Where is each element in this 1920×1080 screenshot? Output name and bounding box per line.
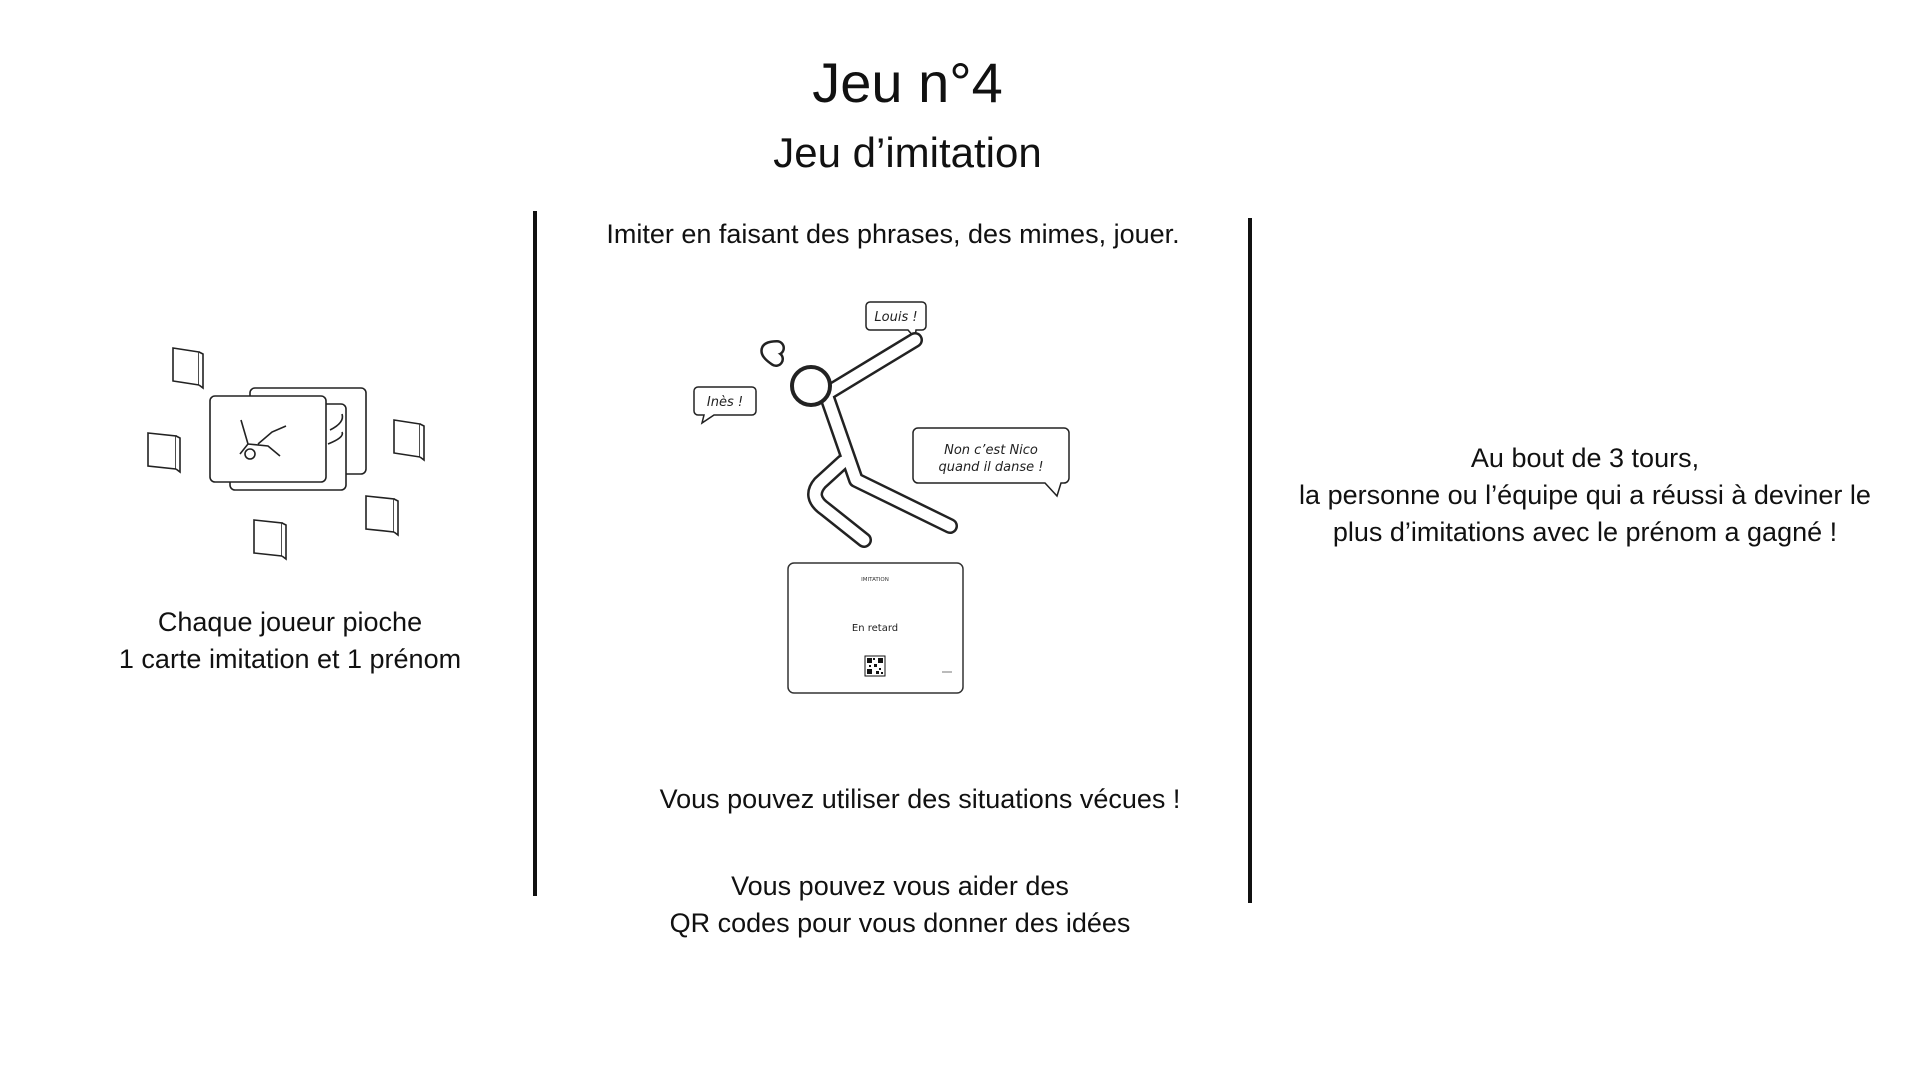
card-header: IMITATION [861, 577, 889, 583]
page-subtitle: Jeu d’imitation [773, 129, 1042, 176]
left-caption [60, 604, 520, 678]
center-tip-2-line: Vous pouvez vous aider des [731, 871, 1069, 901]
cards-illustration [140, 340, 440, 570]
speech-bubble-nico [913, 428, 1069, 496]
left-caption-line: Chaque joueur pioche [157, 607, 423, 637]
small-card-icon [173, 348, 203, 388]
divider-left [533, 211, 537, 896]
small-card-icon [366, 496, 398, 535]
small-card-icon [254, 520, 286, 559]
bubble-nico-line1: Non c’est Nico [944, 443, 1038, 458]
left-caption-line: 1 carte imitation et 1 prénom [118, 644, 462, 674]
right-text-line: plus d’imitations avec le prénom a gagné ! [1332, 517, 1838, 547]
bubble-louis-text: Louis ! [874, 310, 918, 325]
small-card-icon [148, 433, 180, 472]
center-tip-1: Vous pouvez utiliser des situations vécues ! [659, 784, 1181, 814]
bubble-nico-line2: quand il danse ! [938, 460, 1044, 475]
imitation-card [788, 563, 963, 693]
right-text-line: la personne ou l’équipe qui a réussi à deviner le [1299, 480, 1871, 510]
page-title: Jeu n°4 [812, 51, 1003, 114]
right-text [1265, 440, 1905, 551]
center-tip-2 [560, 868, 1240, 942]
card-label: En retard [851, 623, 899, 634]
card-stack-front [210, 396, 326, 482]
small-card-icon [394, 420, 424, 460]
center-intro: Imiter en faisant des phrases, des mimes, jouer. [606, 219, 1180, 249]
qr-code-icon [865, 656, 885, 676]
card-corner-mark [942, 671, 952, 673]
bubble-ines-text: Inès ! [706, 395, 744, 410]
speech-bubble-ines [694, 387, 756, 423]
imitation-illustration [680, 290, 1100, 710]
center-tip-2-line: QR codes pour vous donner des idées [669, 908, 1131, 938]
right-text-line: Au bout de 3 tours, [1470, 443, 1700, 473]
